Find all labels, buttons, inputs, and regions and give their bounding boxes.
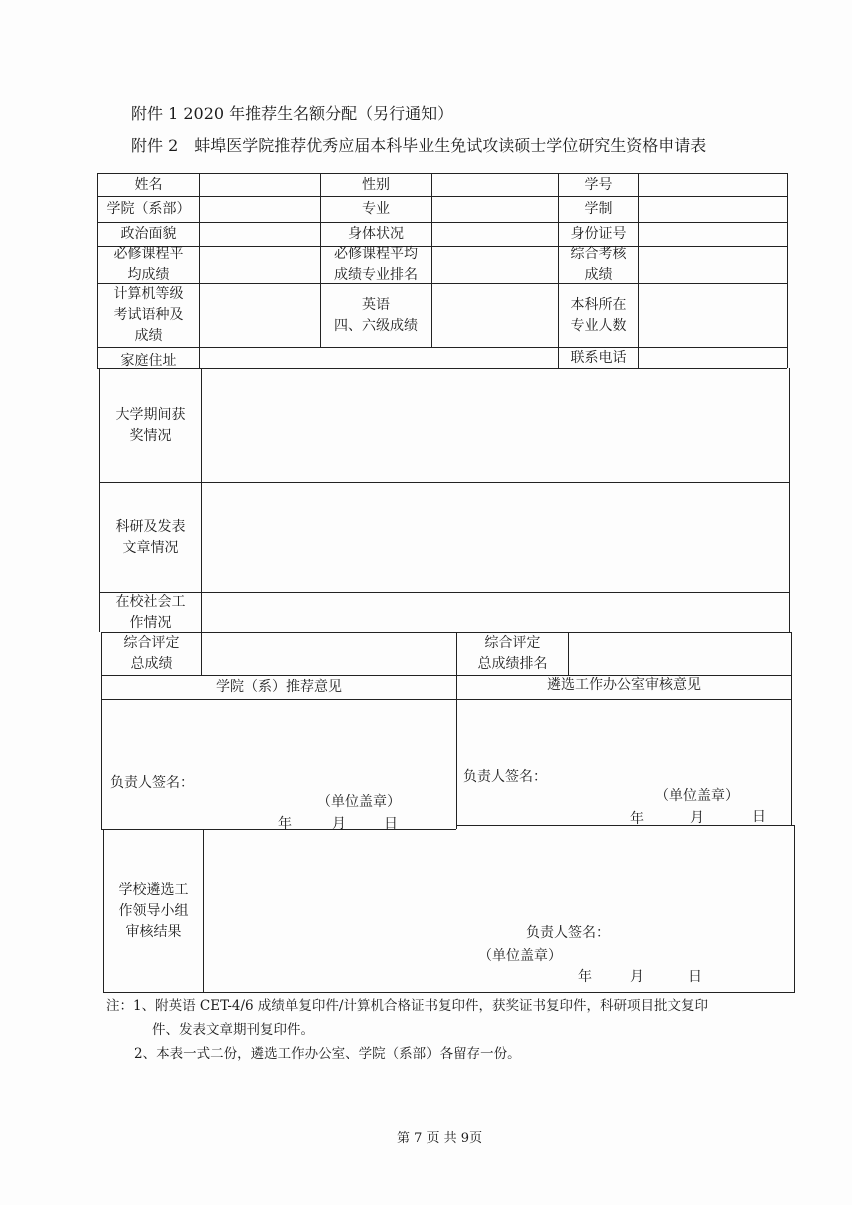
leader-year-label: 年: [578, 969, 592, 985]
leader-day-label: 日: [688, 969, 702, 985]
overall-score-field[interactable]: [639, 247, 787, 283]
leader-signer-label: 负责人签名：: [526, 925, 610, 941]
required-rank-label: 必修课程平均 成绩专业排名: [334, 246, 418, 283]
gender-label: 性别: [362, 176, 390, 193]
health-label: 身体状况: [348, 226, 404, 242]
awards-label: 大学期间获 奖情况: [115, 406, 186, 444]
research-field[interactable]: [202, 483, 789, 592]
computer-exam-field[interactable]: [200, 284, 320, 347]
required-gpa-label: 必修课程平 均成绩: [113, 246, 184, 283]
college-label: 学院（系部）: [106, 201, 191, 217]
name-field[interactable]: [200, 174, 320, 196]
college-day-label: 日: [384, 816, 398, 832]
health-field[interactable]: [432, 223, 558, 246]
id-number-field[interactable]: [639, 223, 787, 246]
gender-field[interactable]: [432, 174, 558, 196]
note-line-3: 2、本表一式二份，遴选工作办公室、学院（系部）各留存一份。: [134, 1046, 521, 1062]
attachment-1-heading: 附件 1 2020 年推荐生名额分配（另行通知）: [131, 104, 454, 123]
college-signer-label: 负责人签名：: [110, 775, 194, 791]
social-work-field[interactable]: [202, 593, 789, 632]
office-year-label: 年: [630, 811, 644, 827]
awards-field[interactable]: [202, 369, 789, 482]
attachment-2-heading: 附件 2 蚌埠医学院推荐优秀应届本科毕业生免试攻读硕士学位研究生资格申请表: [131, 136, 707, 155]
english-score-label: 英语 四、六级成绩: [334, 296, 418, 334]
student-id-field[interactable]: [639, 174, 787, 196]
required-rank-field[interactable]: [432, 247, 558, 283]
college-opinion-header: 学院（系）推荐意见: [216, 679, 342, 695]
college-year-label: 年: [278, 816, 292, 832]
english-score-field[interactable]: [432, 284, 558, 347]
political-status-label: 政治面貌: [120, 226, 177, 242]
office-seal-label: （单位盖章）: [655, 788, 739, 804]
college-month-label: 月: [332, 816, 346, 832]
address-field[interactable]: [200, 348, 558, 368]
required-gpa-field[interactable]: [200, 247, 320, 283]
political-status-field[interactable]: [200, 223, 320, 246]
education-label: 学制: [584, 201, 613, 217]
leader-group-label: 学校遴选工 作领导小组 审核结果: [118, 881, 189, 940]
eval-total-label: 综合评定 总成绩: [123, 635, 180, 672]
major-label: 专业: [362, 201, 390, 217]
social-work-label: 在校社会工 作情况: [115, 593, 186, 631]
eval-rank-field[interactable]: [569, 633, 791, 675]
major-count-field[interactable]: [639, 284, 787, 347]
office-opinion-header: 遴选工作办公室审核意见: [547, 677, 701, 693]
research-label: 科研及发表 文章情况: [115, 518, 186, 556]
note-line-2: 件、发表文章期刊复印件。: [152, 1022, 314, 1038]
id-number-label: 身份证号: [570, 226, 627, 242]
leader-month-label: 月: [630, 969, 644, 985]
phone-field[interactable]: [639, 348, 787, 368]
address-label: 家庭住址: [120, 352, 177, 369]
leader-seal-label: （单位盖章）: [478, 948, 562, 964]
major-field[interactable]: [432, 197, 558, 222]
page-number: 第 7 页 共 9页: [397, 1131, 483, 1146]
office-day-label: 日: [752, 809, 766, 825]
phone-label: 联系电话: [570, 349, 627, 366]
student-id-label: 学号: [584, 176, 613, 193]
major-count-label: 本科所在 专业人数: [570, 296, 627, 334]
note-line-1: 注：1、附英语 CET-4/6 成绩单复印件/计算机合格证书复印件，获奖证书复印件，科研项目批文复印: [106, 998, 708, 1014]
overall-score-label: 综合考核 成绩: [570, 246, 627, 283]
college-seal-label: （单位盖章）: [317, 794, 401, 810]
college-field[interactable]: [200, 197, 320, 222]
office-signer-label: 负责人签名：: [463, 769, 547, 785]
name-label: 姓名: [134, 176, 163, 193]
eval-rank-label: 综合评定 总成绩排名: [477, 635, 548, 672]
computer-exam-label: 计算机等级 考试语种及 成绩: [113, 286, 184, 344]
education-field[interactable]: [639, 197, 787, 222]
eval-total-field[interactable]: [202, 633, 456, 675]
office-month-label: 月: [690, 810, 704, 826]
